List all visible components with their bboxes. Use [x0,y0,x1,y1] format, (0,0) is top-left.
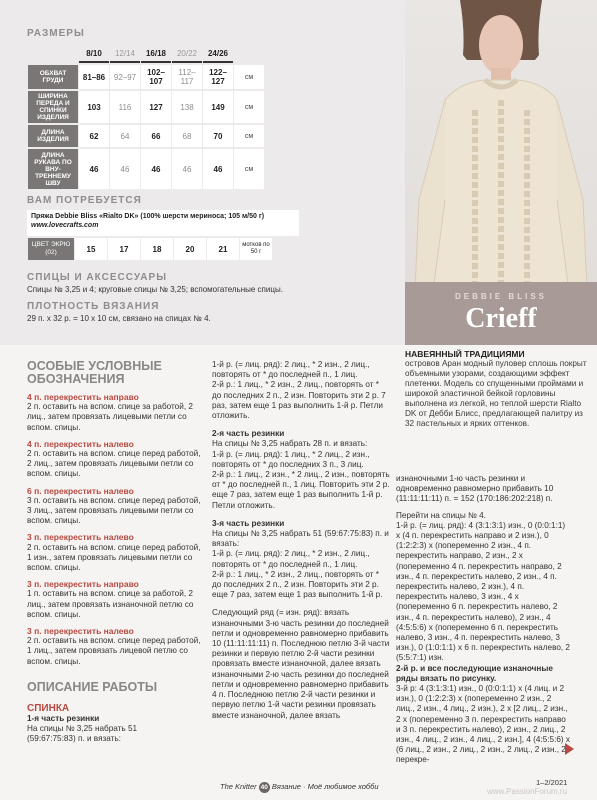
cell: 81–86 [79,65,109,89]
yarn-line: Пряжа Debbie Bliss «Rialto DK» (100% шерсти мериноса; 105 м/50 г) [31,213,265,220]
instruction-line: 3-й р: 4 (3:1:3:1) изн., 0 (0:0:1:1) х (4 лиц. и 2 изн.), 0 (1:2:2:3) х (попеременно 2 изн., 2 лиц., 2 изн., 4 лиц., 2 изн.), 2 х [2 лиц., 2 изн., 2 х (попеременно 3 п. перекрестить направо и 3 п. перекрестить налево), 2 изн., 2 лиц., 2 изн., 4 лиц., 2 изн., 4 лиц., 2 изн.], 4 (4:5:5:6) х (6 лиц., 2 изн., 2 лиц., 2 изн., 2 лиц., 2 изн., 2 перекре- [396,684,571,765]
cell: 21 [207,238,239,260]
instruction-line: 2-й р.: 1 лиц., 2 изн., * 2 лиц., 2 изн., повторять от * до последней п., 1 лиц. Повторить эти 2 р. еще 7 раз, затем еще 1 раз выполнить 1-й р. Петли отложить. [212,470,390,510]
size-header: 24/26 [203,45,233,63]
cell: 20 [174,238,206,260]
description-title: ОПИСАНИЕ РАБОТЫ [27,679,158,694]
magazine-name: The Knitter [220,782,257,791]
instruction-line: 1-й р. (= лиц. ряд): 4 (3:1:3:1) изн., 0 (0:0:1:1) х (4 п. перекрестить направо и 2 изн.), 0 (1:2:2:3) х (попеременно 2 изн., 4 п. перекрестить направо, 2 изн., 2 х (попеременно 4 п. перекрестить направо, 2 изн., 4 п. перекрестить налево, 2 изн., 4 п. перекрестить налево, 2 изн.), 4 п. перекрестить налево, 3 изн., 4 х (попеременно 6 п. перекрестить налево, 2 изн., 4 п. перекрестить налево), 2 изн., 4 (4:5:5:6) х (попеременно 6 п. перекрестить налево, 3 изн., 4 п. перекрестить налево, 3 изн.), 0 (1:0:1:1) х 6 п. перекрестить налево, 2 (5:5:7:1) изн. [396,520,570,663]
continue-arrow-icon [565,743,574,755]
instruction-line: 1-й р. (= лиц. ряд): 1 лиц., * 2 лиц., 2 изн., повторять от * до последних 3 п., 3 лиц. [212,449,370,469]
unit: см [234,149,264,189]
size-header: 20/22 [172,45,202,63]
instruction-line: 2-й р. и все последующие изнаночные ряды вязать по рисунку. [396,663,553,683]
cell: 102–107 [141,65,171,89]
sizes-title: РАЗМЕРЫ [27,28,85,39]
abbreviations-title: ОСОБЫЕ УСЛОВНЫЕ ОБОЗНАЧЕНИЯ [27,359,162,386]
color-label: ЦВЕТ ЭКРЮ (02) [28,238,74,260]
cell: 46 [141,149,171,189]
instruction-line: 2-й р.: 1 лиц., * 2 изн., 2 лиц., повторять от * до последних 2 п., 2 изн. Повторить эти 2 р. 7 раз, затем еще 1 раз выполнить 1-й р. Петли отложить. [212,380,386,421]
brand-designer: DEBBIE BLISS [454,292,547,301]
instruction-line: 1-й р. (= лиц. ряд): 2 лиц., * 2 изн., 2 лиц., повторять от * до последней п., 1 лиц. [212,549,370,569]
cell: 68 [172,125,202,147]
abbr-text: 2 п. оставить на вспом. спице перед работой, 1 лиц., затем провязать лицевой петлю со вспом. спицы. [27,636,201,666]
cell: 18 [141,238,173,260]
cell: 149 [203,91,233,123]
part-text: На спицы № 3,25 набрать 51 [27,724,138,734]
abbr-text: 1 п. оставить на вспом. спице за работой, 2 лиц., затем провязать изнаночной петлю со вспом. спицы. [27,589,194,619]
column-2 [212,360,390,721]
instruction-line: На спицы № 3,25 набрать 51 (59:67:75:83) п. и вязать: [212,529,389,549]
watermark: www.PassionForum.ru [487,787,568,796]
part-text: (59:67:75:83) п. и вязать: [27,734,121,744]
row-label: ДЛИНА ИЗДЕЛИЯ [28,125,78,147]
yarn-link[interactable]: www.lovecrafts.com [31,222,99,229]
cell: 64 [110,125,140,147]
cell: 92–97 [110,65,140,89]
abbr-heading: 3 п. перекрестить налево [27,532,134,543]
magazine-tagline: Вязание · Моё любимое хобби [271,782,379,791]
cell: 46 [79,149,109,189]
size-header: 12/14 [110,45,140,63]
cell: 70 [203,125,233,147]
cell: 46 [110,149,140,189]
row-label: ДЛИНА РУКАВА ПО ВНУ-ТРЕННЕМУ ШВУ [28,149,78,189]
abbr-heading: 3 п. перекрестить налево [27,626,134,637]
instruction-line: На спицы № 3,25 набрать 28 п. и вязать: [212,439,368,449]
abbr-heading: 3 п. перекрестить направо [27,579,139,590]
feature-intro [405,349,587,429]
part-title: 3-я часть резинки [212,518,285,528]
needles-text: Спицы № 3,25 и 4; круговые спицы № 3,25; вспомогательные спицы. [27,285,283,294]
abbr-text: 2 п. оставить на вспом. спице перед работой, 2 лиц., затем провязать лицевыми петли со вспом. спицы. [27,449,201,479]
abbr-heading: 4 п. перекрестить налево [27,438,134,449]
instruction-line: 2-й р.: 1 лиц., * 2 изн., 2 лиц., повторять от * до последних 2 п., 2 изн. Повторить эти 2 р. еще 7 раз, затем еще 1 раз выполнить 1-й р. [212,569,383,600]
instruction-line: Перейти на спицы № 4. [396,510,486,520]
row-label: ОБХВАТ ГРУДИ [28,65,78,89]
unit: см [234,91,264,123]
cell: 112–117 [172,65,202,89]
need-title: ВАМ ПОТРЕБУЕТСЯ [27,195,142,206]
feature-heading: НАВЕЯННЫЙ ТРАДИЦИЯМИ [405,349,525,359]
row-label: ШИРИНА ПЕРЕДА И СПИНКИ ИЗДЕЛИЯ [28,91,78,123]
column-1 [27,360,207,745]
part-title: 2-я часть резинки [212,429,285,439]
instruction-line: Следующий ряд (= изн. ряд): вязать изнаночными 3-ю часть резинки до последней петли и одновременно равномерно прибавить 10 (11:11:11:11) п. Последнюю петлю 3-й части резинки и первую петлю 2-й части резинки провязать вместе изнаночной, далее вязать изнаночными 2-ю часть резинки до последней петли и одновременно равномерно прибавить 4 п. Последнюю петлю 2-й части резинки и первую петлю 1-й части резинки провязать вместе изнаночной, далее вязать [212,608,390,720]
abbr-heading: 4 п. перекрестить направо [27,392,139,402]
page-number: 40 [260,784,268,791]
unit: мотков по 50 г [240,238,272,260]
abbr-heading: 6 п. перекрестить налево [27,485,134,496]
abbr-text: 3 п. оставить на вспом. спице перед работой, 3 лиц., затем провязать лицевыми петли со вспом. спицы. [27,495,201,526]
yarn-quantity-table [27,238,273,260]
abbr-text: 2 п. оставить на вспом. спице перед работой, 1 изн., затем провязать лицевыми петли со вспом. спицы. [27,542,201,573]
cell: 103 [79,91,109,123]
instruction-line: 1-й р. (= лиц. ряд): 2 лиц., * 2 изн., 2 лиц., повторять от * до последней п., 1 лиц. [212,360,370,380]
gauge-text: 29 п. х 32 р. = 10 х 10 см, связано на спицах № 4. [27,314,211,323]
feature-text: островов Аран модный пуловер сплошь покрыт объемными узорами, создающими эффект плетенки. Модель со спущенными проймами и широкой эластичной бейкой горловины выполнена из легкой, но теплой шерсти Rialto DK от Дебби Блисс, предлагающей палитру из 32 пастельных и ярких оттенков. [405,359,587,428]
cell: 46 [203,149,233,189]
size-header: 8/10 [79,45,109,63]
cell: 127 [141,91,171,123]
cell: 122–127 [203,65,233,89]
gauge-title: ПЛОТНОСТЬ ВЯЗАНИЯ [27,301,160,312]
cell: 62 [79,125,109,147]
cell: 46 [172,149,202,189]
yarn-box [27,210,299,236]
part-title: 1-я часть резинки [27,714,100,724]
unit: см [234,65,264,89]
column-3 [396,474,571,766]
cell: 15 [75,238,107,260]
needles-title: СПИЦЫ И АКСЕССУАРЫ [27,272,167,283]
size-header: 16/18 [141,45,171,63]
size-table [27,43,265,191]
abbr-text: 2 п. оставить на вспом. спице за работой, 2 лиц., затем провязать лицевыми петли со вспом. спицы. [27,402,193,432]
back-title: СПИНКА [27,702,70,714]
instruction-line: изнаночными 1-ю часть резинки и одновременно равномерно прибавить 10 (11:11:11:11) п. = 152 (170:186:202:218) п. [396,474,554,504]
cell: 17 [108,238,140,260]
cell: 116 [110,91,140,123]
cell: 66 [141,125,171,147]
pattern-name: Crieff [465,303,537,334]
cell: 138 [172,91,202,123]
issue-number: 1–2/2021 [536,778,568,787]
unit: см [234,125,264,147]
footer-magazine [220,782,379,793]
